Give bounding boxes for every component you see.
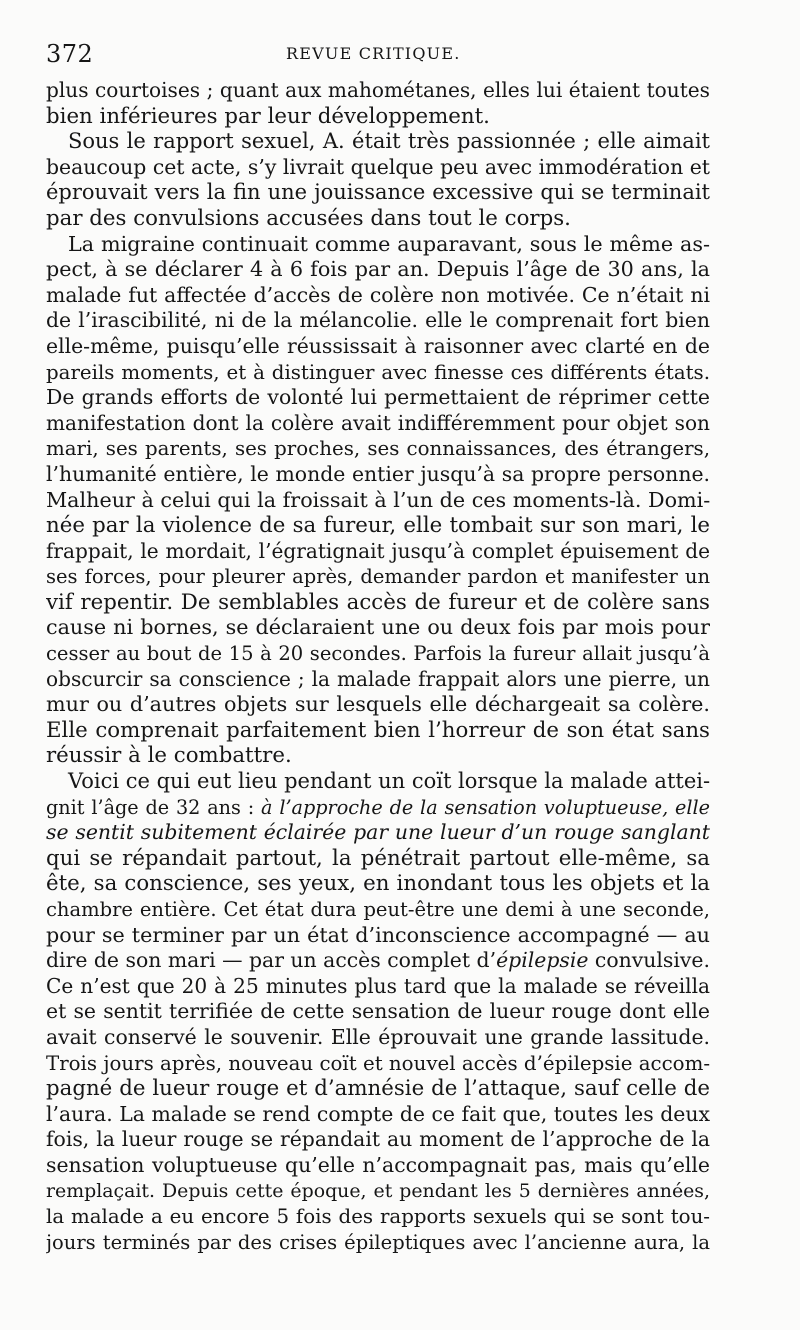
line-text: éprouvait vers la fin une jouissance excessive qui se terminait bbox=[46, 180, 710, 205]
text-line bbox=[46, 948, 710, 974]
line-text: beaucoup cet acte, s’y livrait quelque peu avec immodération et bbox=[46, 154, 710, 179]
text-line bbox=[46, 206, 710, 232]
text-line bbox=[46, 846, 710, 872]
text-line bbox=[46, 897, 710, 923]
line-text: remplaçait. Depuis cette époque, et pendant les 5 dernières années, bbox=[46, 1179, 710, 1202]
text-line bbox=[46, 1025, 710, 1051]
line-text: qui se répandait partout, la pénétrait partout elle-même, sa bbox=[46, 845, 710, 871]
line-text-after: convulsive. bbox=[588, 948, 710, 973]
text-line bbox=[46, 513, 710, 539]
text-line bbox=[46, 1102, 710, 1128]
text-line bbox=[46, 795, 710, 821]
line-text: dire de son mari — par un accès complet d’ bbox=[46, 948, 497, 973]
text-line bbox=[46, 1230, 710, 1256]
line-text: de l’irascibilité, ni de la mélancolie. elle le comprenait fort bien bbox=[46, 308, 710, 333]
line-text: malade fut affectée d’accès de colère non motivée. Ce n’était ni bbox=[46, 282, 710, 307]
text-line bbox=[46, 590, 710, 616]
text-line bbox=[46, 1179, 710, 1205]
line-text: elle-même, puisqu’elle réussissait à raisonner avec clarté en de bbox=[46, 333, 710, 358]
text-line bbox=[46, 232, 710, 258]
line-text: Voici ce qui eut lieu pendant un coït lorsque la malade attei- bbox=[68, 769, 710, 794]
line-text: manifestation dont la colère avait indifféremment pour objet son bbox=[46, 410, 710, 435]
line-text: l’aura. La malade se rend compte de ce fait que, toutes les deux bbox=[46, 1101, 710, 1126]
line-text: mari, ses parents, ses proches, ses connaissances, des étrangers, bbox=[46, 437, 710, 461]
line-text: mur ou d’autres objets sur lesquels elle déchargeait sa colère. bbox=[46, 692, 710, 717]
text-line bbox=[46, 360, 710, 386]
text-line bbox=[46, 155, 710, 181]
body-text bbox=[46, 78, 710, 1255]
page-number: 372 bbox=[46, 40, 94, 68]
text-line bbox=[46, 923, 710, 949]
line-text: fois, la lueur rouge se répandait au moment de l’approche de la bbox=[46, 1127, 710, 1152]
text-line bbox=[46, 999, 710, 1025]
line-text: De grands efforts de volonté lui permettaient de réprimer cette bbox=[46, 385, 710, 410]
line-text: réussir à le combattre. bbox=[46, 743, 292, 769]
line-text: ses forces, pour pleurer après, demander pardon et manifester un bbox=[46, 565, 710, 589]
text-line bbox=[46, 974, 710, 1000]
line-text: et se sentit terrifiée de cette sensation de lueur rouge dont elle bbox=[46, 999, 710, 1024]
text-line bbox=[46, 129, 710, 155]
line-text: gnit l’âge de 32 ans : bbox=[46, 795, 262, 819]
line-italic-text: se sentit subitement éclairée par une lueur d’un rouge sanglant bbox=[46, 820, 710, 845]
line-text: pour se terminer par un état d’inconscience accompagné — au bbox=[46, 922, 710, 947]
text-line bbox=[46, 539, 710, 565]
text-line bbox=[46, 1204, 710, 1230]
line-text: Malheur à celui qui la froissait à l’un de ces moments-là. Domi- bbox=[46, 487, 710, 512]
line-text: avait conservé le souvenir. Elle éprouvait une grande lassitude. bbox=[46, 1024, 710, 1049]
line-text: plus courtoises ; quant aux mahométanes, elles lui étaient toutes bbox=[46, 78, 710, 102]
text-line bbox=[46, 718, 710, 744]
line-text: obscurcir sa conscience ; la malade frappait alors une pierre, un bbox=[46, 666, 710, 691]
line-text: La migraine continuait comme auparavant, sous le même as- bbox=[68, 231, 710, 256]
line-text: par des convulsions accusées dans tout le corps. bbox=[46, 205, 571, 231]
line-text: Sous le rapport sexuel, A. était très passionnée ; elle aimait bbox=[68, 129, 710, 154]
text-line bbox=[46, 78, 710, 104]
text-line bbox=[46, 104, 710, 130]
text-line bbox=[46, 615, 710, 641]
line-text: la malade a eu encore 5 fois des rapports sexuels qui se sont tou- bbox=[46, 1205, 710, 1229]
line-text: née par la violence de sa fureur, elle tombait sur son mari, le bbox=[46, 513, 710, 539]
line-text: chambre entière. Cet état dura peut-être une demi à une seconde, bbox=[46, 898, 710, 921]
text-line bbox=[46, 667, 710, 693]
text-line bbox=[46, 436, 710, 462]
line-text: pagné de lueur rouge et d’amnésie de l’attaque, sauf celle de bbox=[46, 1076, 710, 1102]
text-line bbox=[46, 743, 710, 769]
text-line bbox=[46, 564, 710, 590]
text-line bbox=[46, 871, 710, 897]
line-text: l’humanité entière, le monde entier jusqu’à sa propre personne. bbox=[46, 461, 710, 486]
line-text: pect, à se déclarer 4 à 6 fois par an. Depuis l’âge de 30 ans, la bbox=[46, 257, 710, 282]
text-line bbox=[46, 283, 710, 309]
text-line bbox=[46, 1051, 710, 1077]
line-text: cesser au bout de 15 à 20 secondes. Parfois la fureur allait jusqu’à bbox=[46, 642, 710, 666]
line-text: frappait, le mordait, l’égratignait jusqu’à complet épuisement de bbox=[46, 538, 710, 563]
text-line bbox=[46, 257, 710, 283]
line-text: cause ni bornes, se déclaraient une ou deux fois par mois pour bbox=[46, 615, 710, 640]
text-line bbox=[46, 411, 710, 437]
line-text: vif repentir. De semblables accès de fureur et de colère sans bbox=[46, 589, 710, 615]
text-line bbox=[46, 308, 710, 334]
line-text: Trois jours après, nouveau coït et nouvel accès d’épilepsie accom- bbox=[46, 1051, 710, 1075]
text-line bbox=[46, 488, 710, 514]
line-text: ête, sa conscience, ses yeux, en inondant tous les objets et la bbox=[46, 871, 710, 897]
text-line bbox=[46, 1127, 710, 1153]
text-line bbox=[46, 820, 710, 846]
line-italic-text: épilepsie bbox=[496, 948, 589, 973]
text-line bbox=[46, 1076, 710, 1102]
page-header bbox=[46, 30, 710, 78]
line-text: Elle comprenait parfaitement bien l’horreur de son état sans bbox=[46, 717, 710, 743]
text-line bbox=[46, 1153, 710, 1179]
text-line bbox=[46, 692, 710, 718]
text-line bbox=[46, 334, 710, 360]
line-text: sensation voluptueuse qu’elle n’accompagnait pas, mais qu’elle bbox=[46, 1152, 710, 1177]
text-line bbox=[46, 385, 710, 411]
line-text: jours terminés par des crises épileptiques avec l’ancienne aura, la bbox=[46, 1230, 710, 1254]
text-line bbox=[46, 641, 710, 667]
running-title: REVUE CRITIQUE. bbox=[286, 44, 461, 63]
text-line bbox=[46, 462, 710, 488]
line-text: pareils moments, et à distinguer avec finesse ces différents états. bbox=[46, 360, 710, 384]
line-text: bien inférieures par leur développement. bbox=[46, 103, 490, 129]
line-italic-text: à l’approche de la sensation voluptueuse, elle bbox=[261, 795, 710, 819]
text-line bbox=[46, 769, 710, 795]
text-line bbox=[46, 180, 710, 206]
line-text: Ce n’est que 20 à 25 minutes plus tard que la malade se réveilla bbox=[46, 973, 710, 998]
